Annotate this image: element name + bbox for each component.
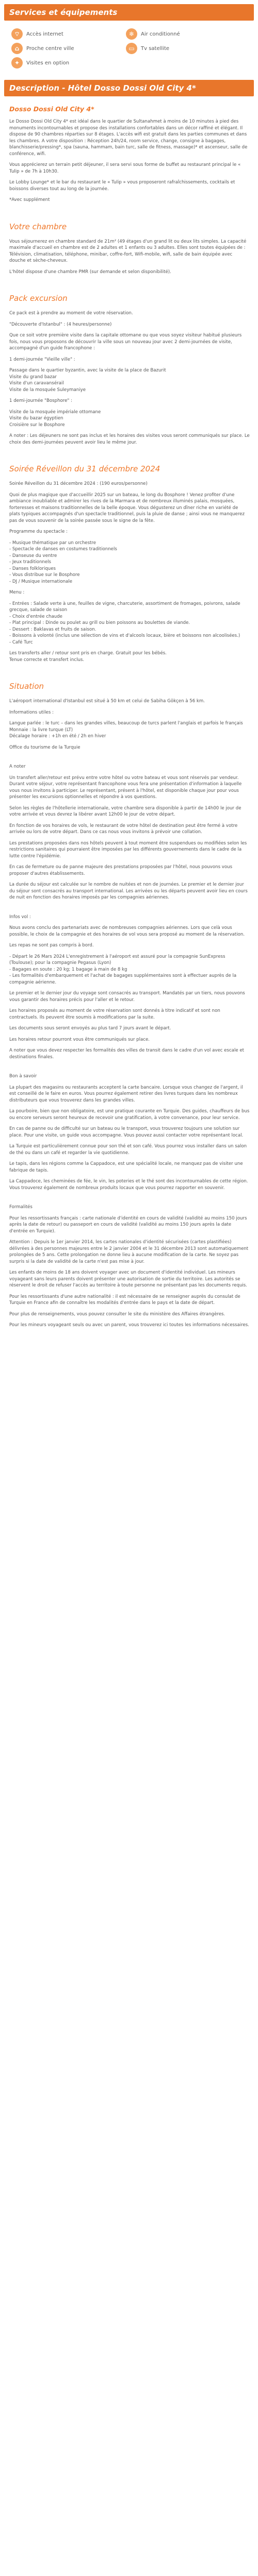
services-banner xyxy=(4,4,254,21)
soiree-paragraph: Programme du spectacle : xyxy=(9,529,68,534)
situation-paragraph: La durée du séjour est calculée sur le nombre de nuitées et non de journées. Le premier et le dernier jour du séjour sont consacrés au transport international. Les arrivées ou les départs peuvent avoir lieu en cours de nuit en fonction des horaires imposés par les compagnies aériennes. xyxy=(9,882,248,900)
pack-paragraph: "Découverte d'Istanbul" : (4 heures/personne) xyxy=(9,321,112,327)
situation-paragraph: La Cappadoce, les cheminées de fée, le vin, les poteries et le thé sont des incontournables de cette région. Vous trouverez également de nombreux produits locaux que vous pourrez rapporter en souvenir. xyxy=(9,1179,248,1191)
service-label: Air conditionné xyxy=(141,31,180,37)
intro-paragraph: Le Dosso Dossi Old City 4* est idéal dans le quartier de Sultanahmet à moins de 10 minutes à pied des monuments incontournables et propose des installations confortables dans un décor raffiné et élégant. Il dispose de 90 chambres réparties sur 8 étages. L'accès wifi est gratuit dans les parties communes et dans les chambres. A votre disposition : Réception 24h/24, room service, change, consigne à bagages, blanchisserie/pressing*, spa (sauna, hammam, bain turc, salle de fitness, massage)* et ascenseur, salle de conférence, wifi. xyxy=(9,119,248,157)
situation-paragraph: Pour les mineurs voyageant seuls ou avec un parent, vous trouverez ici toutes les informations nécessaires. xyxy=(9,1323,249,1328)
situation-paragraph: Pour les ressortissants d'une autre nationalité : il est nécessaire de se renseigner auprès du consulat de Turquie en France afin de connaître les modalités d'entrée dans le pays et la date de départ. xyxy=(9,1294,240,1306)
pack-paragraph: Passage dans le quartier byzantin, avec la visite de la place de Bazurit Visite du grand bazar Visite d'un caravansérail Visite de la mosquée Suleymaniye xyxy=(9,368,166,393)
situation-paragraph: Nous avons conclu des partenariats avec de nombreuses compagnies aériennes. Lors que celà vous possible, le choix de la compagnie et des horaires de vol vous sera proposé au moment de la réservation. xyxy=(9,925,245,937)
situation-paragraph: La Turquie est particulièrement connue pour son thé et son café. Vous pourrez vous installer dans un salon de thé ou dans un café et regarder la vie quotidienne. xyxy=(9,1144,247,1156)
service-label: Accès internet xyxy=(26,31,63,37)
description-banner xyxy=(4,80,254,96)
pack-paragraph: Visite de la mosquée impériale ottomane Visite du bazar égyptien Croisière sur le Bosphore xyxy=(9,409,101,428)
situation-paragraph: Formalités xyxy=(9,1205,33,1210)
situation-paragraph: Langue parlée : le turc – dans les grandes villes, beaucoup de turcs parlent l'anglais et parfois le français Monnaie : la livre turque (LT) Décalage horaire : +1h en été / 2h en hiver xyxy=(9,721,243,739)
situation-paragraph: Selon les règles de l'hôtellerie internationale, votre chambre sera disponible à partir de 14h00 le jour de votre arrivée et vous devrez la libérer avant 12h00 le jour de votre départ. xyxy=(9,805,241,817)
situation-paragraph: Attention : Depuis le 1er janvier 2014, les cartes nationales d'identité sécurisées (cartes plastifiées) délivrées à des personnes majeures entre le 2 janvier 2004 et le 31 décembre 2013 sont automatiquement prolongées de 5 ans. Cette prolongation ne donne lieu à aucune modification de la carte. Ne soyez pas surpris si la date de validité de la carte n'est pas mise à jour. xyxy=(9,1240,249,1264)
service-item xyxy=(126,28,180,40)
soiree-paragraph: - Entrées : Salade verte à une, feuilles de vigne, charcuterie, assortiment de fromages, poivrons, salade grecque, salade de saison - Choix d'entrée chaude - Plat principal : Dinde ou poulet au grill ou bien poissons au boulettes de viande. - Dessert : Baklavas et fruits de saison. - Boissons à volonté (inclus une sélection de vins et d'alcools locaux, bière et boissons non alcoolisées.) - Café Turc xyxy=(9,601,240,645)
intro-paragraph: Le Lobby Lounge* et le bar du restaurant le « Tulip » vous proposeront rafraîchissements, cocktails et boissons diverses tout au long de la journée. xyxy=(9,180,235,192)
situation-paragraph: Un transfert aller/retour est prévu entre votre hôtel ou votre bateau et vous sont réservés par vendeur. Durant votre séjour, votre représentant francophone vous fera une présentation d'information à laquelle vous nous invitons à participer. Le représentant, présent à l'hôtel, est disponible chaque jour pour vous présenter les excursions optionnelles et répondre à vos questions. xyxy=(9,775,242,800)
pack-paragraph: Que ce soit votre première visite dans la capitale ottomane ou que vous soyez visiteur habitué plusieurs fois, nous vous proposons de découvrir la ville sous un nouveau jour avec 2 demi-journées de visite, accompagné d'un guide francophone : xyxy=(9,333,242,351)
soiree-paragraph: Les transferts aller / retour sont pris en charge. Gratuit pour les bébés. Tenue correcte et transfert inclus. xyxy=(9,651,167,663)
situation-paragraph: En cas de panne ou de difficulté sur un bateau ou le transport, vous trouverez toujours une solution sur place. Pour une visite, un guide vous accompagne. Vous pouvez aussi contacter votre représentant local. xyxy=(9,1126,244,1138)
situation-paragraph: En cas de fermeture ou de panne majeure des prestations proposées par l'hôtel, nous pouvons vous proposer d'autres établissements. xyxy=(9,865,233,876)
services-title: Services et équipements xyxy=(9,8,118,17)
rooms-heading: Votre chambre xyxy=(9,222,67,231)
situation-paragraph: A noter que vous devez respecter les formalités des villes de transit dans le cadre d'un vol avec escale et destinations finales. xyxy=(9,1048,245,1060)
situation-paragraph: Les prestations proposées dans nos hôtels peuvent à tout moment être suspendues ou modifiées selon les restrictions sanitaires qui pourraient être imposées par les différents gouvernements dans le cadre de la lutte contre l'épidémie. xyxy=(9,840,247,859)
situation-paragraph: La pourboire, bien que non obligatoire, est une pratique courante en Turquie. Des guides, chauffeurs de bus ou encore serveurs seront heureux de recevoir une gratification, à votre convenance, pour leur service. xyxy=(9,1109,250,1121)
intro-note: *Avec supplément xyxy=(9,197,50,202)
description-title: Description - Hôtel Dosso Dossi Old City 4* xyxy=(9,83,196,93)
situation-paragraph: - Départ le 26 Mars 2024 L'enregistrement à l'aéroport est assuré pour la compagnie SunExpress (Toulouse); pour la compagnie Pegasus (Lyon) - Bagages en soute : 20 kg; 1 bagage à main de 8 kg - Les formalités d'embarquement et l'achat de bagages supplémentaires sont à effectuer auprès de la compagnie aérienne. xyxy=(9,954,237,985)
soiree-paragraph: Menu : xyxy=(9,590,25,595)
tv-icon: ▭ xyxy=(126,43,137,54)
city-icon: ⌂ xyxy=(11,43,23,54)
hotel-name: Dosso Dossi Old City 4* xyxy=(9,105,94,113)
map-icon: ✦ xyxy=(11,57,23,69)
situation-paragraph: Le tapis, dans les régions comme la Cappadoce, est une spécialité locale, ne manquez pas de visiter une fabrique de tapis. xyxy=(9,1161,243,1173)
rooms-paragraph: Vous séjournerez en chambre standard de 21m² (49 étages d'un grand lit ou deux lits simples. La capacité maximale d'accueil en chambre est de 2 adultes et 1 enfants ou 3 adultes. Elles sont toutes équipées de : Télévision, climatisation, téléphone, minibar, coffre-fort, Wifi-mobile, wifi, salle de bain équipée avec douche et sèche-cheveux. xyxy=(9,239,247,263)
intro-paragraph: Vous apprécierez un terrain petit déjeuner, il sera servi sous forme de buffet au restaurant principal le « Tulip » de 7h à 10h30. xyxy=(9,162,241,174)
service-label: Tv satellite xyxy=(141,45,170,52)
situation-paragraph: Bon à savoir xyxy=(9,1074,37,1079)
pack-paragraph: 1 demi-journée "Bosphore" : xyxy=(9,398,72,403)
situation-paragraph: Informations utiles : xyxy=(9,709,54,715)
situation-paragraph: Les horaires proposés au moment de votre réservation sont donnés à titre indicatif et sont non contractuels. Ils peuvent être soumis à modifications par la suite. xyxy=(9,1008,220,1020)
service-label: Visites en option xyxy=(26,60,70,66)
situation-paragraph: Office du tourisme de la Turquie xyxy=(9,744,80,750)
situation-paragraph: Pour les ressortissants français : carte nationale d'identité en cours de validité (validité au moins 150 jours après la date de retour) ou passeport en cours de validité (validité au moins 150 jours après la date d'entrée en Turquie). xyxy=(9,1215,247,1234)
service-label: Proche centre ville xyxy=(26,45,74,52)
wifi-icon: ⌔ xyxy=(11,28,23,40)
situation-paragraph: A noter xyxy=(9,764,26,769)
situation-paragraph: Les horaires retour pourront vous être communiqués sur place. xyxy=(9,1037,150,1042)
pack-paragraph: Ce pack est à prendre au moment de votre réservation. xyxy=(9,311,133,316)
service-item xyxy=(126,43,169,54)
pack-heading: Pack excursion xyxy=(9,294,68,303)
situation-heading: Situation xyxy=(9,682,44,691)
service-item xyxy=(11,28,63,40)
situation-paragraph: Le premier et le dernier jour du voyage sont consacrés au transport. Mandatés par un tiers, nous pouvons vous garantir des horaires précis pour l'aller et le retour. xyxy=(9,991,245,1003)
soiree-paragraph: - Musique thématique par un orchestre - Spectacle de danses en costumes traditionnels - Danseuse du ventre - Jeux traditionnels - Danses folkloriques - Vous distribue sur le Bosphore - DJ / Musique internationale xyxy=(9,540,117,584)
situation-paragraph: En fonction de vos horaires de vols, le restaurant de votre hôtel de destination peut être fermé à votre arrivée ou lors de votre départ. Dans ce cas nous vous invitons à prévoir une collation. xyxy=(9,823,238,835)
situation-paragraph: La plupart des magasins ou restaurants acceptent la carte bancaire. Lorsque vous changez de l'argent, il est conseillé de le faire en euros. Vous pourrez également retirer des livres turques dans les nombreux distributeurs que vous trouverez dans les grandes villes. xyxy=(9,1084,243,1103)
service-item xyxy=(11,43,74,54)
situation-paragraph: L'aéroport international d'Istanbul est situé à 50 km et celui de Sabiha Gökçen à 56 km. xyxy=(9,699,205,704)
situation-paragraph: Pour plus de renseignements, vous pouvez consulter le site du ministère des Affaires étrangères. xyxy=(9,1311,225,1317)
situation-paragraph: Les enfants de moins de 18 ans doivent voyager avec un document d'identité individuel. Les mineurs voyageant sans leurs parents doivent présenter une autorisation de sortie du territoire. Les autorités se réservent le droit de refuser l'accès au territoire à toute personne ne présentant pas les documents requis. xyxy=(9,1270,247,1288)
pack-paragraph: A noter : Les déjeuners ne sont pas inclus et les horaires des visites vous seront communiqués sur place. Le choix des demi-journées peuvent avoir lieu le même jour. xyxy=(9,433,250,445)
service-item xyxy=(11,57,69,69)
soiree-heading: Soirée Réveillon du 31 décembre 2024 xyxy=(9,464,160,473)
snowflake-icon: ❄ xyxy=(126,28,137,40)
situation-paragraph: Les repas ne sont pas compris à bord. xyxy=(9,943,94,948)
pack-paragraph: 1 demi-journée "Vieille ville" : xyxy=(9,357,75,362)
soiree-paragraph: Soirée Réveillon du 31 décembre 2024 : (190 euros/personne) xyxy=(9,481,148,486)
situation-paragraph: Les documents sous seront envoyés au plus tard 7 jours avant le départ. xyxy=(9,1026,171,1031)
situation-paragraph: Infos vol : xyxy=(9,914,31,920)
soiree-paragraph: Quoi de plus magique que d'accueillir 2025 sur un bateau, le long du Bosphore ! Venez profiter d'une ambiance inoubliable et admirer les rives de la Marmara et de nombreux illuminés palais, mosquées, forteresses et maisons traditionnelles de la belle époque. Vous dégusterez un dîner riche en variété de plats typiques accompagnés d'un spectacle traditionnel, puis la pluie de danse ; ainsi vous ne manquerez pas de vous souvenir de la soirée passée sous le signe de la fête. xyxy=(9,492,245,523)
description-content xyxy=(9,103,250,1333)
rooms-paragraph: L'hôtel dispose d'une chambre PMR (sur demande et selon disponibilité). xyxy=(9,269,171,275)
